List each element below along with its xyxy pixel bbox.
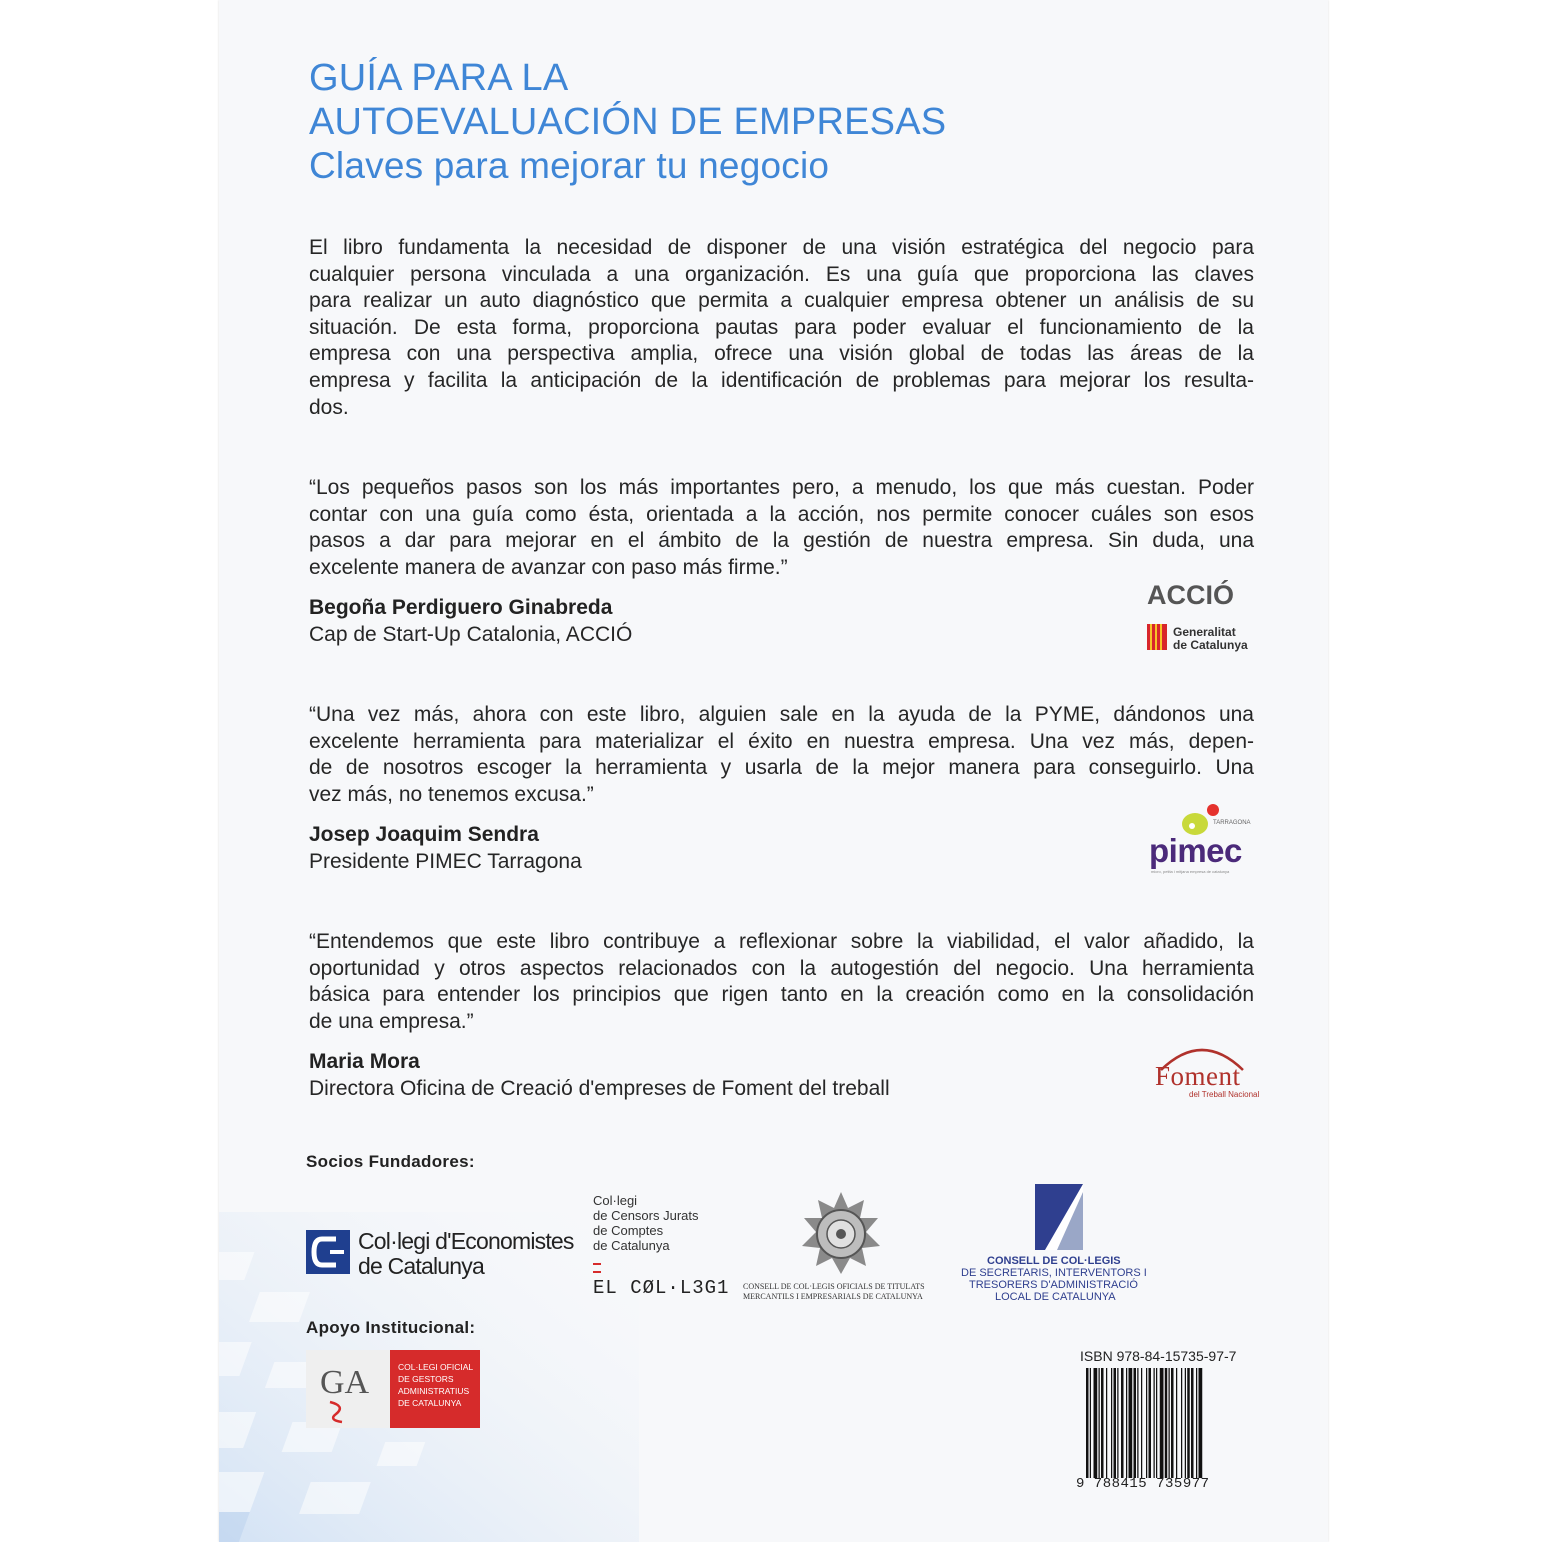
barcode-bar: [1187, 1368, 1190, 1478]
isbn-digits: 9 788415 735977: [1076, 1476, 1210, 1492]
quote-line: de de nosotros escoger la herramienta y usarla de la mejor manera para conseguirlo. Una: [309, 756, 1254, 780]
title-line-2: AUTOEVALUACIÓN DE EMPRESAS: [309, 101, 947, 143]
gestors-line: COL·LEGI OFICIAL: [398, 1362, 474, 1372]
barcode-bar: [1171, 1368, 1174, 1478]
secretaris-mark-icon: [1035, 1184, 1083, 1250]
barcode-bar: [1094, 1368, 1098, 1478]
economistes-line-2: de Catalunya: [358, 1253, 484, 1279]
barcode-bar: [1169, 1368, 1170, 1478]
barcode-bar: [1196, 1368, 1197, 1478]
mercantils-line-1: CONSELL DE COL·LEGIS OFICIALS DE TITULATS: [743, 1282, 925, 1291]
ce-mark-icon: [306, 1230, 350, 1274]
barcode-bar: [1129, 1368, 1133, 1478]
censors-equals-icon: [593, 1263, 601, 1273]
censors-line: de Censors Jurats: [593, 1208, 699, 1223]
quote-line: básica para entender los principios que rigen tanto en la creación como en la consolidación: [309, 983, 1254, 1007]
barcode-bar: [1134, 1368, 1137, 1478]
foment-logo-text: Foment: [1155, 1061, 1241, 1091]
gestors-red-box: [390, 1350, 480, 1428]
secretaris-line: TRESORERS D'ADMINISTRACIÓ: [969, 1279, 1138, 1291]
barcode-bar: [1181, 1368, 1182, 1478]
book-back-cover: [219, 0, 1328, 1542]
testimonial-author: Josep Joaquim Sendra: [309, 823, 539, 846]
mercantils-logo: [741, 1190, 941, 1305]
intro-paragraph: [309, 235, 1254, 421]
intro-line: El libro fundamenta la necesidad de disponer de una visión estratégica del negocio para: [309, 236, 1254, 259]
testimonial-quote: [309, 702, 1254, 808]
censors-brand: EL CØL·L3G1: [593, 1277, 730, 1299]
pimec-logo-text: pimec: [1149, 832, 1242, 869]
generalitat-line-1: Generalitat: [1173, 625, 1236, 639]
testimonial-role: Directora Oficina de Creació d'empreses de Foment del treball: [309, 1077, 890, 1100]
book-title: [309, 56, 946, 188]
secretaris-line: LOCAL DE CATALUNYA: [995, 1291, 1116, 1303]
barcode-bar: [1149, 1368, 1152, 1478]
testimonial-role: Cap de Start-Up Catalonia, ACCIÓ: [309, 623, 633, 646]
intro-line: empresa y facilita la anticipación de la identificación de problemas para mejorar los resulta-: [309, 368, 1254, 392]
intro-line: situación. De esta forma, proporciona pautas para poder evaluar el funcionamiento de la: [309, 315, 1254, 339]
secretaris-logo: [957, 1184, 1167, 1304]
censors-logo: [593, 1193, 733, 1303]
intro-line: dos.: [309, 395, 349, 419]
gestors-mark: GA: [320, 1364, 370, 1401]
barcode-bar: [1114, 1368, 1117, 1478]
pimec-tag: TARRAGONA: [1213, 820, 1251, 826]
barcode-bar: [1111, 1368, 1112, 1478]
censors-line: de Catalunya: [593, 1238, 670, 1253]
barcode-bar: [1090, 1368, 1091, 1478]
barcode-bar: [1099, 1368, 1100, 1478]
pimec-small-text: micro, petita i mitjana empresa de catalunya: [1151, 869, 1230, 874]
generalitat-line-2: de Catalunya: [1173, 638, 1248, 652]
mercantils-line-2: MERCANTILS I EMPRESARIALS DE CATALUNYA: [743, 1292, 923, 1301]
economistes-logo: [306, 1226, 586, 1282]
title-subtitle: Claves para mejorar tu negocio: [309, 145, 830, 186]
censors-line: Col·legi: [593, 1193, 638, 1208]
secretaris-line-1: CONSELL DE COL·LEGIS: [987, 1255, 1121, 1267]
quote-line: vez más, no tenemos excusa.”: [309, 782, 594, 806]
testimonial-quote: [309, 929, 1254, 1035]
generalitat-flag-icon: [1147, 624, 1167, 650]
quote-line: “Una vez más, ahora con este libro, alguien sale en la ayuda de la PYME, dándonos una: [309, 703, 1254, 726]
barcode-bar: [1154, 1368, 1155, 1478]
founders-label: Socios Fundadores:: [306, 1152, 475, 1171]
seal-emblem-icon: [796, 1190, 886, 1278]
title-line-1: GUÍA PARA LA: [309, 57, 569, 99]
barcode-bar: [1191, 1368, 1194, 1478]
secretaris-line: DE SECRETARIS, INTERVENTORS I: [961, 1267, 1147, 1279]
testimonial-quote: [309, 475, 1254, 581]
barcode-bar: [1156, 1368, 1157, 1478]
isbn-barcode: [1074, 1348, 1244, 1498]
quote-line: “Entendemos que este libro contribuye a reflexionar sobre la viabilidad, el valor añadido, la: [309, 930, 1254, 953]
quote-line: contar con una guía como ésta, orientada a la acción, nos permite conocer cuáles son esos: [309, 502, 1254, 526]
censors-line: de Comptes: [593, 1223, 664, 1238]
quote-line: excelente herramienta para materializar el éxito en nuestra empresa. Una vez más, depen-: [309, 729, 1254, 753]
gestors-line: ADMINISTRATIUS: [398, 1386, 470, 1396]
barcode-bar: [1086, 1368, 1089, 1478]
intro-line: para realizar un auto diagnóstico que permita a cualquier empresa obtener un análisis de su: [309, 289, 1254, 313]
barcode-bar: [1121, 1368, 1124, 1478]
accio-logo: [1145, 580, 1255, 655]
intro-line: cualquier persona vinculada a una organización. Es una guía que proporciona las claves: [309, 262, 1254, 286]
testimonial-author: Begoña Perdiguero Ginabreda: [309, 596, 613, 619]
barcode-bar: [1160, 1368, 1164, 1478]
isbn-label: ISBN 978-84-15735-97-7: [1080, 1348, 1237, 1364]
barcode-bar: [1106, 1368, 1107, 1478]
barcode-bar: [1199, 1368, 1203, 1478]
testimonial-role: Presidente PIMEC Tarragona: [309, 850, 582, 873]
barcode-bar: [1165, 1368, 1168, 1478]
quote-line: oportunidad y otros aspectos relacionados con la autogestión del negocio. Una herramienta: [309, 956, 1254, 980]
barcode-bar: [1146, 1368, 1147, 1478]
quote-line: “Los pequeños pasos son los más importantes pero, a menudo, los que más cuestan. Poder: [309, 476, 1254, 499]
economistes-line-1: Col·legi d'Economistes: [358, 1228, 574, 1254]
quote-line: pasos a dar para mejorar en el ámbito de la gestión de nuestra empresa. Sin duda, una: [309, 529, 1254, 553]
barcode-bar: [1117, 1368, 1118, 1478]
gestors-swoosh-icon: [326, 1400, 356, 1424]
barcode-bar: [1137, 1368, 1138, 1478]
foment-small-text: del Treball Nacional: [1189, 1090, 1260, 1099]
gestors-line: DE CATALUNYA: [398, 1398, 462, 1408]
barcode-bars: [1086, 1368, 1238, 1478]
barcode-bar: [1185, 1368, 1186, 1478]
gestors-logo: [306, 1350, 481, 1428]
testimonial-author: Maria Mora: [309, 1050, 420, 1073]
support-label: Apoyo Institucional:: [306, 1318, 476, 1337]
gestors-line: DE GESTORS: [398, 1374, 454, 1384]
foment-logo: [1149, 1036, 1259, 1102]
barcode-bar: [1141, 1368, 1142, 1478]
intro-line: empresa con una perspectiva amplia, ofrece una visión global de todas las áreas de la: [309, 342, 1254, 366]
barcode-bar: [1126, 1368, 1127, 1478]
quote-line: de una empresa.”: [309, 1009, 474, 1033]
barcode-bar: [1101, 1368, 1104, 1478]
barcode-bar: [1176, 1368, 1177, 1478]
accio-logo-text: ACCIÓ: [1147, 580, 1234, 610]
pimec-logo: [1147, 800, 1257, 876]
quote-line: excelente manera de avanzar con paso más firme.”: [309, 555, 788, 579]
gestors-mark-box: [306, 1350, 390, 1428]
